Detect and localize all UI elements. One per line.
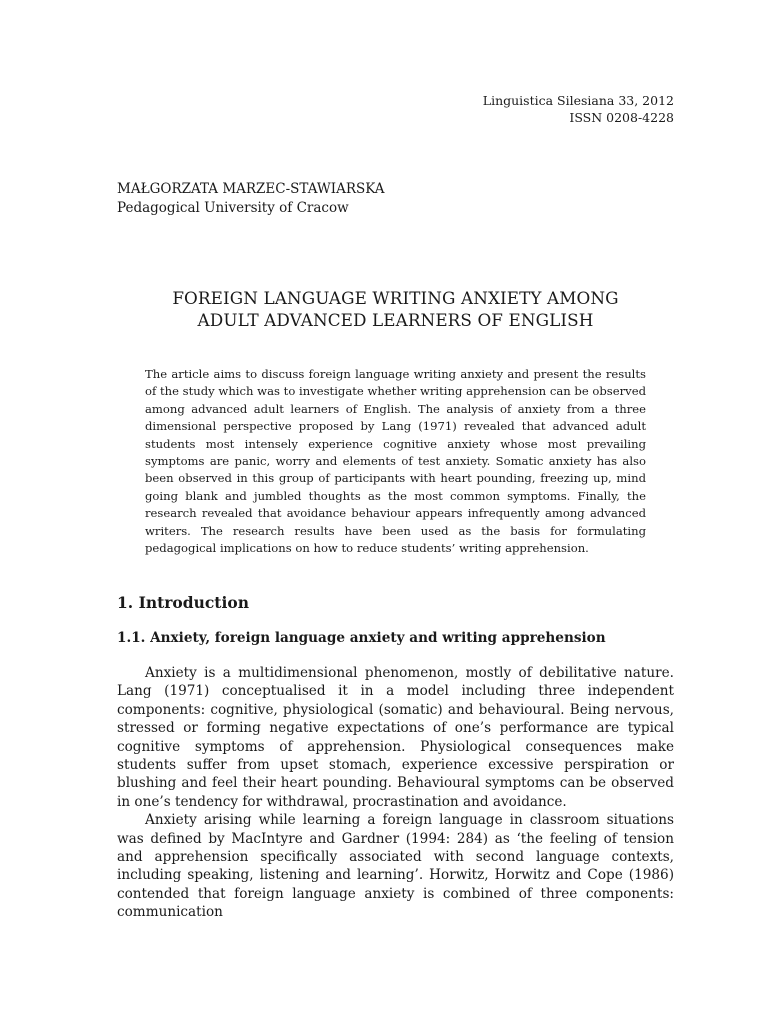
section-heading: 1. Introduction — [117, 593, 249, 612]
paragraph: Anxiety arising while learning a foreign language in classroom situations was defined by MacIntyre and Gardner (1994: 284) as ‘the feeling of tension and apprehension specifically associated with second language contexts, including speaking, listening and learning’. Horwitz, Horwitz and Cope (1986) contended that foreign language anxiety is combined of three components: communication — [117, 812, 674, 921]
body-text — [117, 664, 674, 922]
author-affiliation: Pedagogical University of Cracow — [117, 200, 349, 216]
author-block — [117, 180, 385, 218]
subsection-heading: 1.1. Anxiety, foreign language anxiety and writing apprehension — [117, 630, 606, 646]
journal-citation: Linguistica Silesiana 33, 2012 — [482, 93, 674, 108]
journal-header — [483, 92, 674, 126]
title-line-2: ADULT ADVANCED LEARNERS OF ENGLISH — [197, 310, 594, 330]
paragraph: Anxiety is a multidimensional phenomenon, mostly of debilitative nature. Lang (1971) conceptualised it in a model including three independent components: cognitive, physiological (somatic) and behavioural. Being nervous, stressed or forming negative expectations of one’s performance are typical cognitive symptoms of apprehension. Physiological consequences make students suffer from upset stomach, experience excessive perspiration or blushing and feel their heart pounding. Behavioural symptoms can be observed in one’s tendency for withdrawal, procrastination and avoidance. — [117, 665, 674, 810]
abstract: The article aims to discuss foreign language writing anxiety and present the results of the study which was to investigate whether writing apprehension can be observed among advanced adult learners of English. The analysis of anxiety from a three dimensional perspective proposed by Lang (1971) revealed that advanced adult students most intensely experience cognitive anxiety whose most prevailing symptoms are panic, worry and elements of test anxiety. Somatic anxiety has also been observed in this group of participants with heart pounding, freezing up, mind going blank and jumbled thoughts as the most common symptoms. Finally, the research revealed that avoidance behaviour appears infrequently among advanced writers. The research results have been used as the basis for formulating pedagogical implications on how to reduce students’ writing apprehension. — [145, 367, 646, 556]
author-name: MAŁGORZATA MARZEC-STAWIARSKA — [117, 181, 385, 197]
title-line-1: FOREIGN LANGUAGE WRITING ANXIETY AMONG — [172, 288, 619, 308]
article-title — [117, 287, 674, 331]
issn-number: ISSN 0208-4228 — [569, 110, 674, 125]
